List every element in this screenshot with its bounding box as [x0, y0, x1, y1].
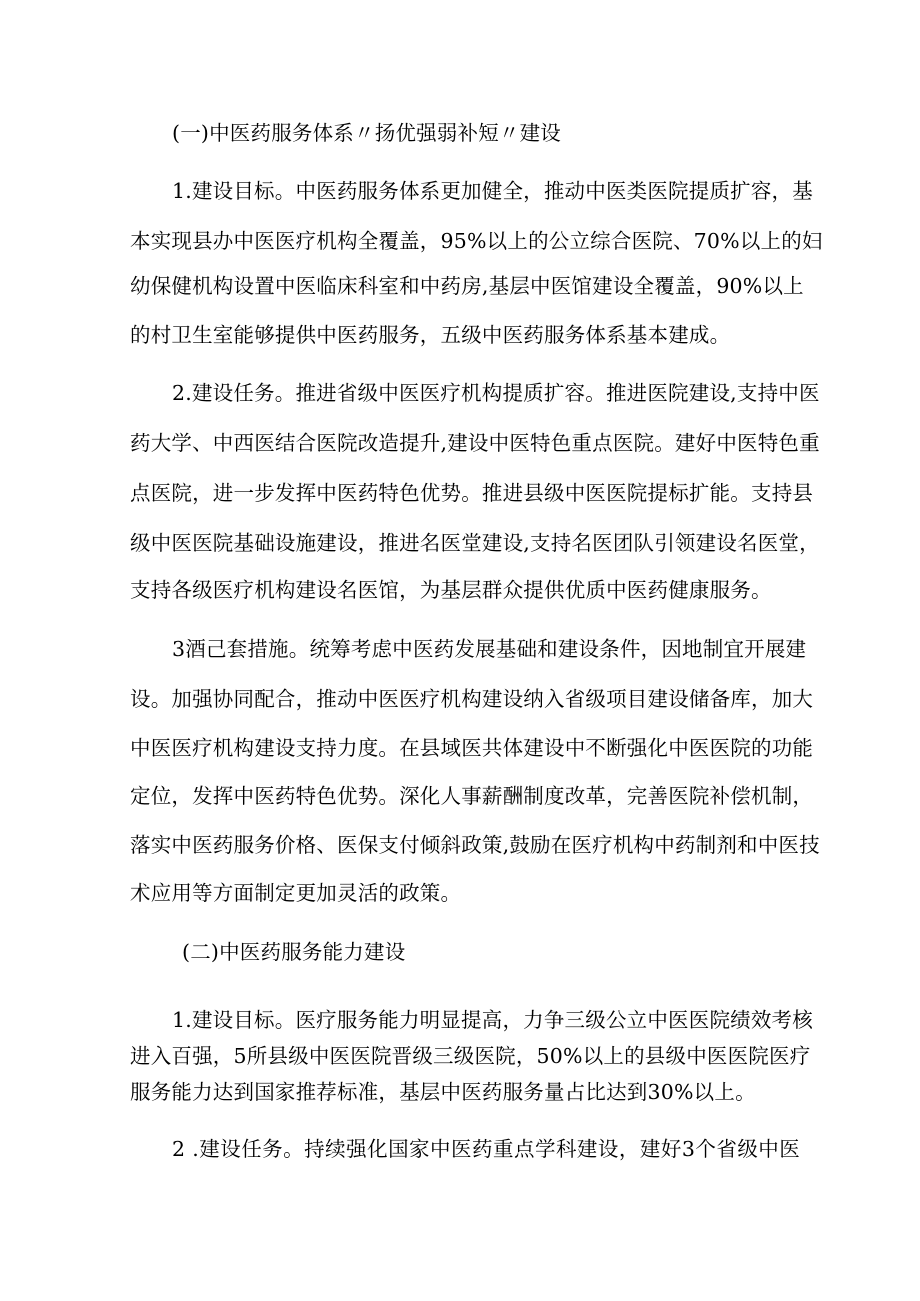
paragraph-line: 设。加强协同配合，推动中医医疗机构建设纳入省级项目建设储备库，加大: [130, 687, 814, 711]
paragraph-line: 点医院，进一步发挥中医药特色优势。推进县级中医医院提标扩能。支持县: [130, 481, 814, 505]
paragraph-line: 1.建设目标。中医药服务体系更加健全，推动中医类医院提质扩容，基: [172, 179, 813, 203]
paragraph-line: 药大学、中西医结合医院改造提升,建设中医特色重点医院。建好中医特色重: [130, 431, 820, 455]
paragraph-line: 定位，发挥中医药特色优势。深化人事薪酬制度改革，完善医院补偿机制，: [130, 784, 814, 808]
paragraph-line: 2.建设任务。推进省级中医医疗机构提质扩容。推进医院建设,支持中医: [172, 381, 820, 405]
section-heading-2: (二)中医药服务能力建设: [182, 940, 406, 964]
paragraph-line: 的村卫生室能够提供中医药服务，五级中医药服务体系基本建成。: [130, 323, 731, 347]
paragraph-line: 中医医疗机构建设支持力度。在县域医共体建设中不断强化中医医院的功能: [130, 736, 814, 760]
paragraph-line: 支持各级医疗机构建设名医馆，为基层群众提供优质中医药健康服务。: [130, 578, 772, 602]
paragraph-line: 落实中医药服务价格、医保支付倾斜政策,鼓励在医疗机构中药制剂和中医技: [130, 833, 820, 857]
paragraph-line: 1.建设目标。医疗服务能力明显提高，力争三级公立中医医院绩效考核: [172, 1008, 813, 1032]
paragraph-line: 2 .建设任务。持续强化国家中医药重点学科建设，建好3个省级中医: [172, 1137, 800, 1161]
section-heading-1: (一)中医药服务体系〃扬优强弱补短〃建设: [172, 121, 561, 145]
paragraph-line: 术应用等方面制定更加灵活的政策。: [130, 881, 462, 905]
paragraph-line: 进入百强，5所县级中医医院晋级三级医院，50%以上的县级中医医院医疗: [130, 1044, 811, 1068]
paragraph-line: 级中医医院基础设施建设，推进名医堂建设,支持名医团队引领建设名医堂，: [130, 531, 820, 555]
paragraph-line: 本实现县办中医医疗机构全覆盖，95%以上的公立综合医院、70%以上的妇: [130, 229, 823, 253]
paragraph-line: 服务能力达到国家推荐标准，基层中医药服务量占比达到30%以上。: [130, 1080, 756, 1104]
paragraph-line: 幼保健机构设置中医临床科室和中药房,基层中医馆建设全覆盖，90%以上: [130, 274, 804, 298]
paragraph-line: 3酒己套措施。统筹考虑中医药发展基础和建设条件，因地制宜开展建: [172, 637, 807, 661]
